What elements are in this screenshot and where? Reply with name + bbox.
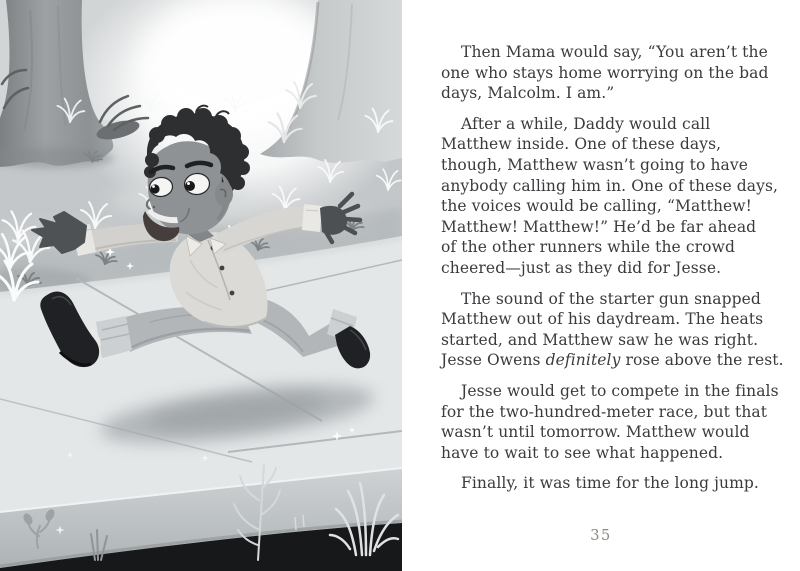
text-line: Matthew out of his daydream. The heats	[441, 310, 764, 329]
text-line: though, Matthew wasn’t going to have	[441, 155, 749, 174]
text-line: the voices would be calling, “Matthew!	[441, 197, 752, 216]
text-page	[402, 0, 800, 571]
text-line: days, Malcolm. I am.”	[441, 84, 615, 103]
text-line: Matthew! Matthew!” He’d be far ahead	[441, 217, 757, 236]
text-line: one who stays home worrying on the bad	[441, 63, 769, 82]
ear	[215, 182, 233, 206]
text-line: The sound of the starter gun snapped	[461, 289, 761, 308]
text-line: After a while, Daddy would call	[461, 114, 711, 133]
paragraph	[441, 473, 797, 494]
paragraph	[441, 114, 797, 279]
text-line: wasn’t until tomorrow. Matthew would	[441, 423, 750, 442]
text-line: of the other runners while the crowd	[441, 238, 735, 257]
text-line: for the two-hundred-meter race, but that	[441, 402, 768, 421]
text-line: Then Mama would say, “You aren’t the	[461, 43, 768, 61]
text-line: Jesse Owens definitely rose above the rest.	[441, 351, 784, 370]
text-line: anybody calling him in. One of these days,	[441, 176, 779, 195]
text-line: Matthew inside. One of these days,	[441, 135, 722, 154]
text-line: have to wait to see what happened.	[441, 443, 724, 462]
story-text	[441, 42, 797, 504]
paragraph	[441, 381, 797, 463]
text-line: cheered—just as they did for Jesse.	[441, 258, 722, 277]
text-line: Finally, it was time for the long jump.	[461, 474, 759, 493]
text-line: Jesse would get to compete in the finals	[461, 381, 779, 400]
text-line: started, and Matthew saw he was right.	[441, 330, 759, 349]
paragraph	[441, 42, 797, 104]
page-number: 35	[590, 528, 612, 544]
paragraph	[441, 289, 797, 371]
